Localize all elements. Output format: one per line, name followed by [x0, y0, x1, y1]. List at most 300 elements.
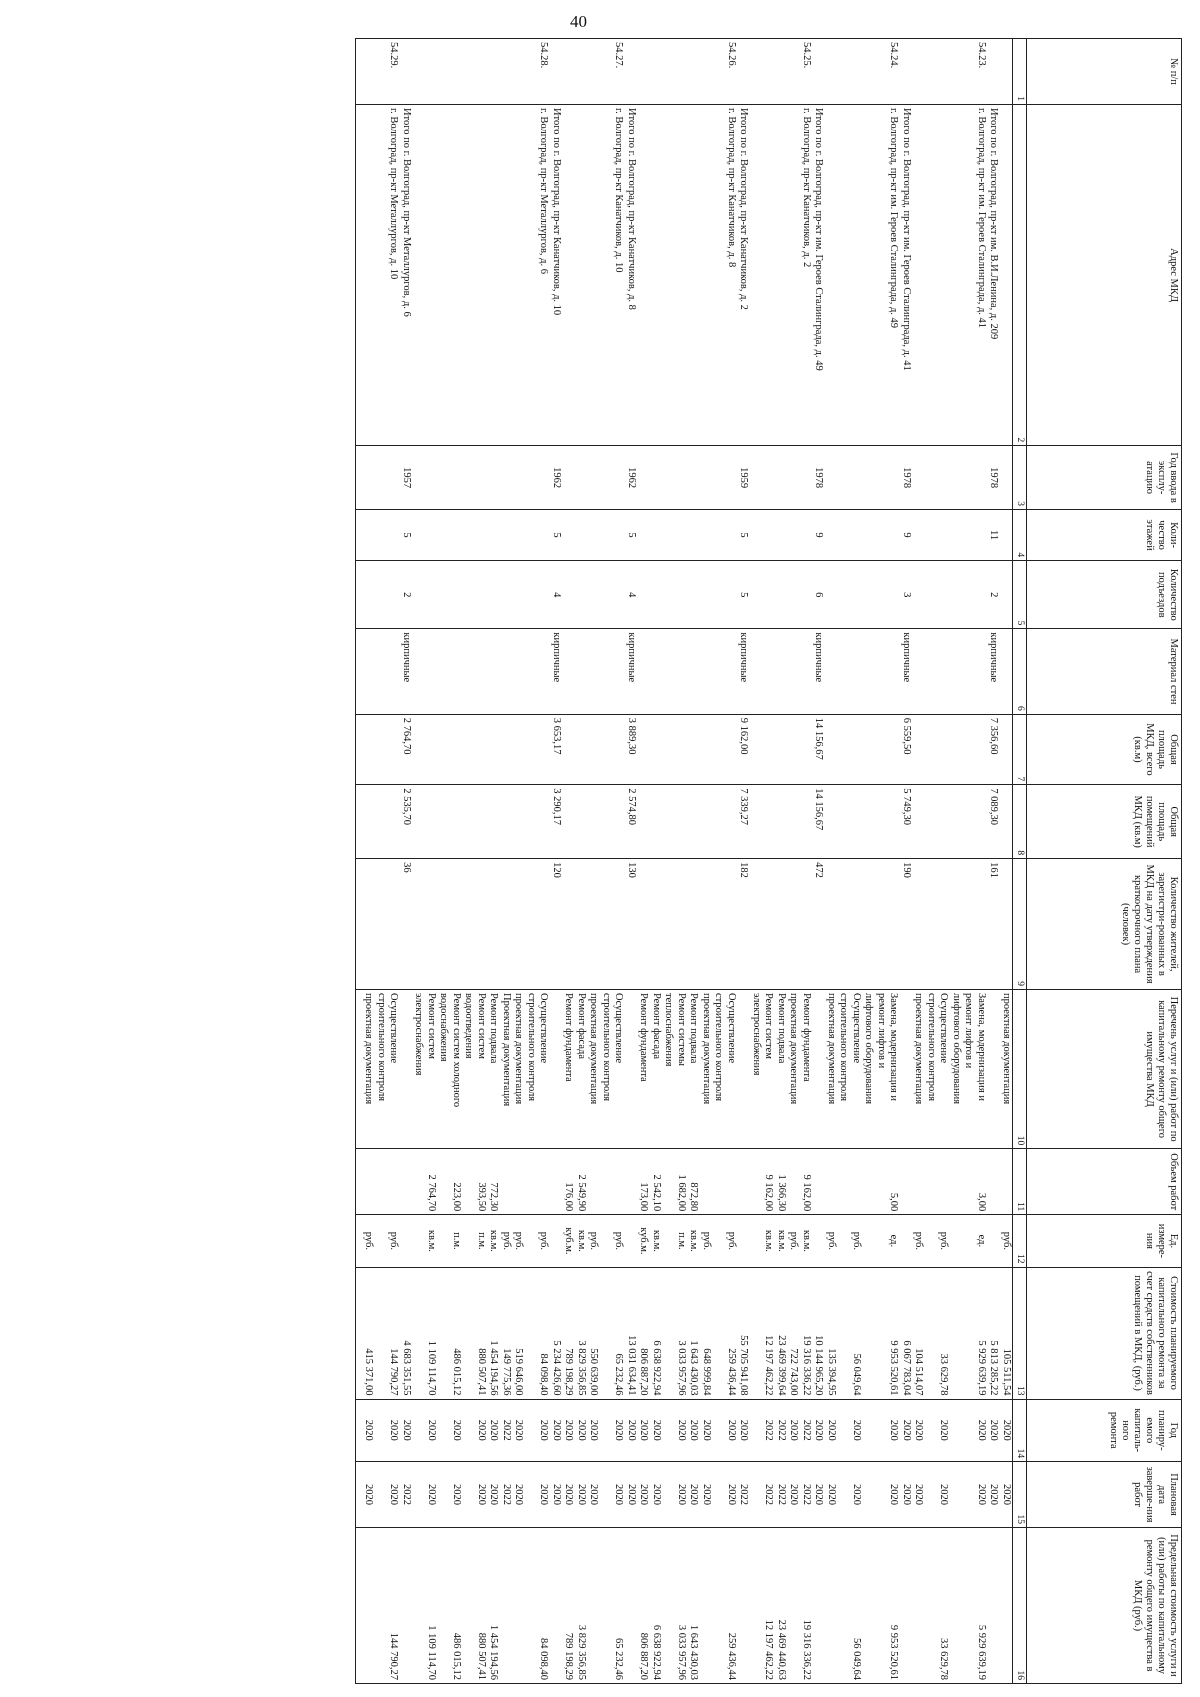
table-cell	[562, 446, 575, 510]
table-cell	[762, 104, 775, 445]
table-cell	[375, 561, 388, 629]
table-cell	[537, 446, 550, 510]
table-cell: электроснабжения	[412, 989, 425, 1148]
table-cell	[750, 714, 763, 785]
table-cell: 2020	[675, 1462, 688, 1528]
table-cell: кирпичные	[812, 629, 825, 714]
table-cell: 2020	[650, 1462, 663, 1528]
table-row	[937, 39, 950, 1684]
table-cell	[375, 785, 388, 859]
table-row	[400, 39, 413, 1684]
table-cell	[825, 1149, 838, 1215]
table-cell	[687, 446, 700, 510]
table-cell	[975, 446, 988, 510]
table-cell: Осуществление	[612, 989, 625, 1148]
table-cell	[737, 1149, 750, 1215]
table-cell	[662, 509, 675, 560]
table-cell: п.м.	[675, 1215, 688, 1267]
table-cell	[437, 39, 450, 105]
table-cell	[712, 714, 725, 785]
table-cell: Осуществление	[537, 989, 550, 1148]
table-cell: 9 162,00	[762, 1149, 775, 1215]
table-row	[562, 39, 575, 1684]
table-cell	[500, 509, 513, 560]
table-cell	[737, 989, 750, 1148]
table-cell: 2020	[612, 1399, 625, 1462]
table-cell	[912, 1528, 925, 1684]
table-cell	[987, 989, 1000, 1148]
table-row	[625, 39, 638, 1684]
table-cell	[500, 629, 513, 714]
table-cell	[687, 561, 700, 629]
table-cell	[587, 1528, 600, 1684]
table-cell: 789 198,29	[562, 1267, 575, 1399]
table-cell	[1000, 509, 1013, 560]
table-cell	[437, 1267, 450, 1399]
table-cell	[550, 39, 563, 105]
table-cell	[825, 509, 838, 560]
table-cell: ед.	[887, 1215, 900, 1267]
table-cell	[687, 104, 700, 445]
table-row	[650, 39, 663, 1684]
column-header: Перечень услуг и (или) работ по капитальному ремонту общего имущества МКД	[1027, 989, 1182, 1148]
table-cell	[412, 629, 425, 714]
table-cell: руб.	[1000, 1215, 1013, 1267]
column-number: 16	[1013, 1528, 1027, 1684]
table-cell	[600, 629, 613, 714]
table-cell: 648 999,84	[700, 1267, 713, 1399]
column-number: 10	[1013, 989, 1027, 1148]
table-cell	[862, 1528, 875, 1684]
table-row	[612, 39, 625, 1684]
table-cell: руб.	[362, 1215, 375, 1267]
table-cell	[600, 104, 613, 445]
table-cell	[875, 104, 888, 445]
table-cell	[375, 629, 388, 714]
table-cell: кв.м.	[762, 1215, 775, 1267]
table-cell	[712, 859, 725, 990]
table-row	[450, 39, 463, 1684]
table-cell	[900, 39, 913, 105]
table-cell-empty	[356, 509, 363, 560]
table-cell-empty	[356, 1528, 363, 1684]
table-cell: 2022	[737, 1462, 750, 1528]
table-cell: 2020	[825, 1462, 838, 1528]
table-cell	[587, 561, 600, 629]
table-cell: 2020	[450, 1462, 463, 1528]
table-row	[800, 39, 813, 1684]
table-cell: г. Волгоград, пр-кт Канатчиков, д. 8	[725, 104, 738, 445]
table-cell: г. Волгоград, пр-кт Канатчиков, д. 2	[800, 104, 813, 445]
table-cell	[762, 561, 775, 629]
table-cell	[637, 714, 650, 785]
table-cell	[1000, 714, 1013, 785]
table-cell	[825, 446, 838, 510]
table-cell	[962, 1149, 975, 1215]
table-cell	[937, 859, 950, 990]
table-cell	[987, 1215, 1000, 1267]
table-cell: 2020	[362, 1462, 375, 1528]
table-cell	[700, 446, 713, 510]
table-cell: 19 316 336,22	[800, 1528, 813, 1684]
table-cell	[412, 1215, 425, 1267]
table-cell	[750, 785, 763, 859]
table-cell	[562, 39, 575, 105]
table-cell: руб.	[612, 1215, 625, 1267]
table-cell: 2020	[825, 1399, 838, 1462]
table-cell	[712, 509, 725, 560]
table-cell	[450, 446, 463, 510]
table-cell	[862, 39, 875, 105]
column-number: 9	[1013, 859, 1027, 990]
table-cell	[437, 785, 450, 859]
table-cell: 2020	[637, 1399, 650, 1462]
table-cell: 259 436,44	[725, 1267, 738, 1399]
table-cell: куб.м.	[562, 1215, 575, 1267]
table-cell	[812, 39, 825, 105]
table-cell: 1962	[550, 446, 563, 510]
table-cell	[375, 1267, 388, 1399]
table-cell: проектная документация	[825, 989, 838, 1148]
table-row	[737, 39, 750, 1684]
table-cell	[750, 859, 763, 990]
table-cell	[712, 104, 725, 445]
table-cell: Осуществление	[850, 989, 863, 1148]
table-cell	[775, 629, 788, 714]
table-cell	[962, 1215, 975, 1267]
table-cell	[975, 629, 988, 714]
table-cell	[950, 446, 963, 510]
table-cell	[825, 714, 838, 785]
table-cell	[825, 1528, 838, 1684]
table-cell: кирпичные	[625, 629, 638, 714]
table-row	[812, 39, 825, 1684]
table-cell	[500, 104, 513, 445]
table-cell	[437, 446, 450, 510]
table-cell: 3 829 356,85	[575, 1528, 588, 1684]
table-cell: проектная документация	[700, 989, 713, 1148]
table-cell: 5 234 426,60	[550, 1267, 563, 1399]
table-cell: 880 507,41	[475, 1267, 488, 1399]
table-cell: 176,00	[562, 1149, 575, 1215]
table-cell: 9	[812, 509, 825, 560]
table-cell	[400, 1215, 413, 1267]
table-row	[412, 39, 425, 1684]
table-cell	[525, 629, 538, 714]
table-cell: 1 366,30	[775, 1149, 788, 1215]
table-cell	[762, 39, 775, 105]
table-cell	[950, 785, 963, 859]
table-cell: 173,00	[637, 1149, 650, 1215]
table-cell: 722 743,00	[787, 1267, 800, 1399]
table-cell: 2020	[850, 1462, 863, 1528]
table-cell	[737, 1528, 750, 1684]
table-cell: Проектная документация	[500, 989, 513, 1148]
table-cell	[487, 509, 500, 560]
table-cell	[387, 785, 400, 859]
table-cell	[375, 1399, 388, 1462]
table-cell	[662, 39, 675, 105]
column-header: Предельная стоимость услуги и (или) работы по капитальному ремонту общего имущества в МКД (руб.)	[1027, 1528, 1182, 1684]
table-cell	[362, 104, 375, 445]
table-cell	[937, 714, 950, 785]
table-cell	[712, 1399, 725, 1462]
table-cell	[600, 1528, 613, 1684]
table-cell	[662, 1528, 675, 1684]
table-cell: 19 316 336,22	[800, 1267, 813, 1399]
table-cell	[712, 1462, 725, 1528]
table-cell	[775, 714, 788, 785]
table-cell	[937, 509, 950, 560]
table-row	[925, 39, 938, 1684]
table-cell: 9 162,00	[800, 1149, 813, 1215]
table-cell	[400, 1528, 413, 1684]
table-cell	[512, 1149, 525, 1215]
table-cell: ед.	[975, 1215, 988, 1267]
table-cell	[537, 561, 550, 629]
table-cell	[850, 561, 863, 629]
table-cell	[362, 785, 375, 859]
table-cell: 2020	[687, 1399, 700, 1462]
table-cell	[750, 446, 763, 510]
table-cell	[937, 629, 950, 714]
table-cell: 2022	[800, 1399, 813, 1462]
table-cell	[412, 39, 425, 105]
table-cell: 2020	[450, 1399, 463, 1462]
table-cell	[375, 509, 388, 560]
table-cell: Ремонт подвала	[687, 989, 700, 1148]
table-cell	[787, 785, 800, 859]
table-cell	[475, 629, 488, 714]
table-cell	[475, 39, 488, 105]
table-cell	[1000, 629, 1013, 714]
table-cell: 65 232,46	[612, 1528, 625, 1684]
table-row	[675, 39, 688, 1684]
column-header: № п/п	[1027, 39, 1182, 105]
table-cell	[412, 561, 425, 629]
table-cell	[687, 714, 700, 785]
table-cell	[512, 629, 525, 714]
table-cell	[437, 1215, 450, 1267]
table-cell	[475, 785, 488, 859]
table-cell: 56 049,64	[850, 1267, 863, 1399]
table-row	[750, 39, 763, 1684]
table-row	[725, 39, 738, 1684]
table-cell: Ремонт систем холодного	[450, 989, 463, 1148]
table-cell	[662, 714, 675, 785]
table-cell	[700, 859, 713, 990]
table-cell: Замена, модернизация и	[975, 989, 988, 1148]
table-body	[356, 39, 1013, 1684]
table-cell	[700, 629, 713, 714]
table-cell: проектная документация	[1000, 989, 1013, 1148]
table-cell	[837, 629, 850, 714]
table-cell	[462, 629, 475, 714]
table-cell: теплоснабжения	[662, 989, 675, 1148]
table-cell	[750, 629, 763, 714]
table-cell: 2020	[987, 1462, 1000, 1528]
column-number: 8	[1013, 785, 1027, 859]
table-cell	[900, 1215, 913, 1267]
table-cell: 2020	[537, 1462, 550, 1528]
table-cell: 135 394,95	[825, 1267, 838, 1399]
table-cell	[975, 785, 988, 859]
table-cell	[450, 714, 463, 785]
table-cell: Ремонт систем	[425, 989, 438, 1148]
table-cell	[487, 446, 500, 510]
table-cell: 486 015,12	[450, 1267, 463, 1399]
table-cell	[537, 1149, 550, 1215]
table-cell: Ремонт систем	[475, 989, 488, 1148]
table-row	[950, 39, 963, 1684]
column-number: 5	[1013, 561, 1027, 629]
table-cell	[450, 629, 463, 714]
table-cell: 2022	[400, 1462, 413, 1528]
table-cell	[600, 714, 613, 785]
table-cell: 2020	[562, 1462, 575, 1528]
table-cell	[750, 1149, 763, 1215]
table-cell	[875, 785, 888, 859]
table-cell	[800, 446, 813, 510]
table-cell	[500, 859, 513, 990]
table-cell	[500, 446, 513, 510]
table-cell	[525, 859, 538, 990]
table-cell	[575, 446, 588, 510]
table-cell: 10 144 965,20	[812, 1267, 825, 1399]
table-cell	[925, 714, 938, 785]
table-cell: 3 033 957,96	[675, 1528, 688, 1684]
table-cell: 2	[400, 561, 413, 629]
table-cell: 5	[550, 509, 563, 560]
table-cell	[837, 859, 850, 990]
table-cell	[400, 39, 413, 105]
table-cell	[850, 714, 863, 785]
table-cell: 4	[550, 561, 563, 629]
table-cell	[600, 859, 613, 990]
table-cell: 2022	[775, 1462, 788, 1528]
table-row	[575, 39, 588, 1684]
table-cell	[950, 1462, 963, 1528]
table-cell: 2020	[687, 1462, 700, 1528]
table-cell	[987, 39, 1000, 105]
column-number: 12	[1013, 1215, 1027, 1267]
table-cell: 2020	[362, 1399, 375, 1462]
table-cell: 6 559,50	[900, 714, 913, 785]
table-cell: 6 638 922,94	[650, 1528, 663, 1684]
table-cell	[837, 1215, 850, 1267]
table-cell	[725, 785, 738, 859]
table-cell: 2020	[587, 1462, 600, 1528]
table-cell	[662, 561, 675, 629]
table-cell: 7 339,27	[737, 785, 750, 859]
table-cell: 55 705 941,08	[737, 1267, 750, 1399]
table-cell: 12 197 462,22	[762, 1267, 775, 1399]
table-cell	[862, 446, 875, 510]
table-cell: 772,30	[487, 1149, 500, 1215]
table-cell	[612, 561, 625, 629]
table-cell: 105 511,54	[1000, 1267, 1013, 1399]
table-cell	[700, 1149, 713, 1215]
table-cell	[1000, 446, 1013, 510]
table-cell	[587, 509, 600, 560]
table-cell	[550, 1528, 563, 1684]
table-cell	[362, 39, 375, 105]
table-cell: 2020	[787, 1399, 800, 1462]
table-cell: 5,00	[887, 1149, 900, 1215]
table-cell	[537, 859, 550, 990]
table-cell	[450, 509, 463, 560]
table-cell	[487, 629, 500, 714]
table-row	[975, 39, 988, 1684]
table-cell	[475, 714, 488, 785]
table-cell: 6 638 922,94	[650, 1267, 663, 1399]
table-cell	[925, 629, 938, 714]
table-cell: 550 639,00	[587, 1267, 600, 1399]
table-cell: 880 507,41	[475, 1528, 488, 1684]
table-cell	[412, 1267, 425, 1399]
table-cell	[950, 561, 963, 629]
table-cell	[662, 1215, 675, 1267]
table-cell	[912, 785, 925, 859]
table-cell: руб.	[700, 1215, 713, 1267]
table-cell	[675, 785, 688, 859]
table-cell: 3 889,30	[625, 714, 638, 785]
table-row	[775, 39, 788, 1684]
table-cell	[362, 561, 375, 629]
table-cell: 56 049,64	[850, 1528, 863, 1684]
table-cell	[587, 39, 600, 105]
table-cell	[425, 104, 438, 445]
table-cell	[362, 1149, 375, 1215]
table-row	[600, 39, 613, 1684]
table-cell: 2020	[512, 1399, 525, 1462]
table-cell	[837, 714, 850, 785]
table-cell	[675, 39, 688, 105]
table-cell: 2020	[812, 1399, 825, 1462]
table-cell: 2020	[900, 1399, 913, 1462]
table-cell	[437, 104, 450, 445]
table-row	[1000, 39, 1013, 1684]
table-cell	[562, 629, 575, 714]
table-cell	[525, 104, 538, 445]
table-cell: 54.24.	[887, 39, 900, 105]
table-cell	[362, 859, 375, 990]
column-number: 2	[1013, 104, 1027, 445]
table-cell: Итого по г. Волгоград, пр-кт им. Героев Сталинграда, д. 41	[900, 104, 913, 445]
table-cell: 54.26.	[725, 39, 738, 105]
table-cell	[550, 1215, 563, 1267]
table-cell	[725, 561, 738, 629]
table-cell: 2022	[762, 1399, 775, 1462]
table-cell: 9 162,00	[737, 714, 750, 785]
table-cell	[887, 859, 900, 990]
table-cell: кв.м.	[650, 1215, 663, 1267]
table-cell	[587, 1149, 600, 1215]
table-cell	[587, 714, 600, 785]
column-header: Общая площадь МКД, всего (кв.м)	[1027, 714, 1182, 785]
table-cell	[612, 629, 625, 714]
table-cell: проектная документация	[587, 989, 600, 1148]
table-row	[362, 39, 375, 1684]
table-cell	[662, 785, 675, 859]
table-cell	[925, 104, 938, 445]
table-cell: Осуществление	[387, 989, 400, 1148]
table-cell	[612, 509, 625, 560]
table-cell	[750, 1399, 763, 1462]
table-cell: 2020	[475, 1399, 488, 1462]
column-header: Стоимость планируемого капитального ремонта за счет средств собственников помещений в МКД, (руб.)	[1027, 1267, 1182, 1399]
table-cell: куб.м.	[637, 1215, 650, 1267]
